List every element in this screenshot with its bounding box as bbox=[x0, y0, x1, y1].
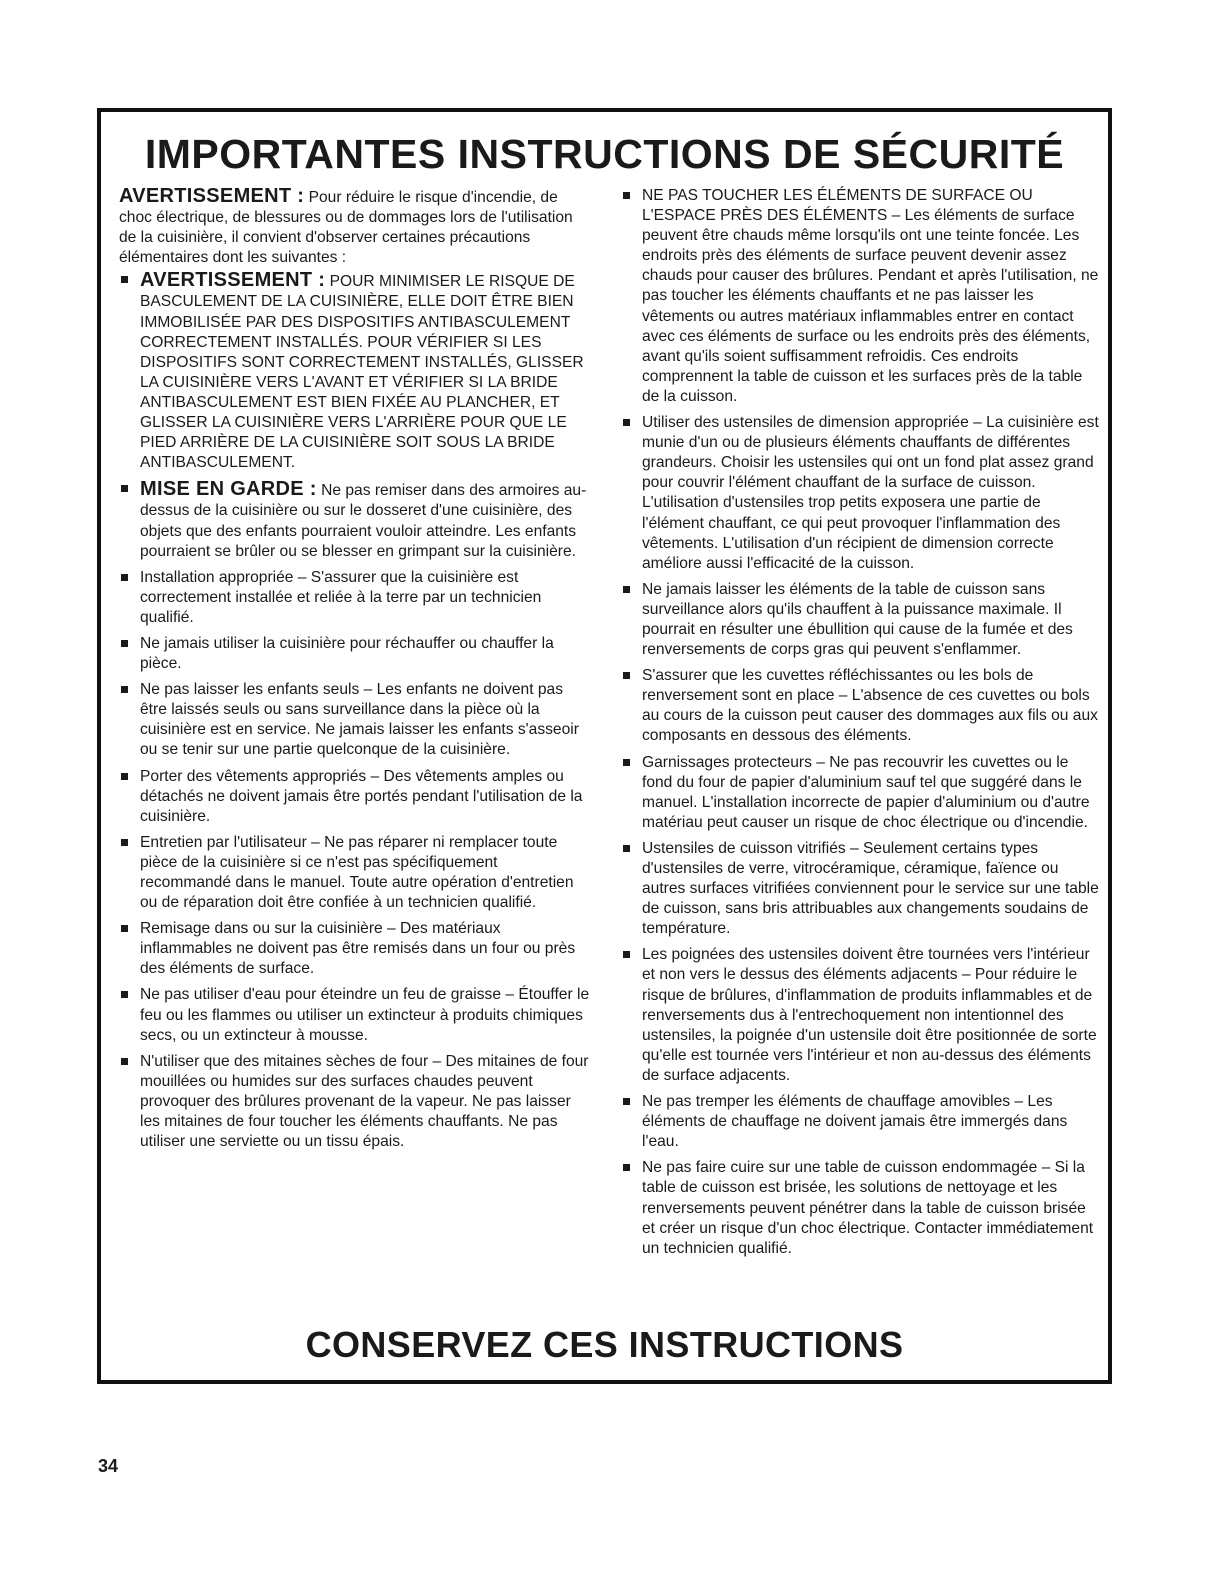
item-text: Utiliser des ustensiles de dimension appropriée – La cuisinière est munie d'un ou de plusieurs éléments chauffants de différentes grandeurs. Choisir les ustensiles qui ont un fond plat assez grand pour couvrir l'élément chauffant de la surface de cuisson. L'utilisation d'ustensiles trop petits exposera une partie de l'élément chauffant, ce qui peut provoquer l'inflammation des vêtements. L'utilisation d'un récipient de dimension correcte améliore aussi l'efficacité de la cuisson. bbox=[642, 414, 1099, 572]
list-item bbox=[621, 413, 1101, 574]
bullet-icon bbox=[623, 672, 630, 679]
list-item bbox=[621, 839, 1101, 939]
footer-heading: CONSERVEZ CES INSTRUCTIONS bbox=[305, 1324, 904, 1365]
safety-instructions-box bbox=[97, 108, 1112, 1384]
bullet-icon bbox=[121, 925, 128, 932]
bullet-icon bbox=[623, 845, 630, 852]
item-text: Entretien par l'utilisateur – Ne pas réparer ni remplacer toute pièce de la cuisinière si ce n'est pas spécifiquement recommandé dans le manuel. Toute autre opération d'entretien ou de réparation doit être confiée à un technicien qualifié. bbox=[140, 833, 574, 912]
list-item bbox=[119, 767, 591, 827]
bullet-icon bbox=[121, 991, 128, 998]
list-item bbox=[621, 1158, 1101, 1258]
item-text: Garnissages protecteurs – Ne pas recouvrir les cuvettes ou le fond du four de papier d'aluminium sauf tel que suggéré dans le manuel. L'installation incorrecte de papier d'aluminium ou d'autre matériau peut causer un risque de choc électrique ou d'incendie. bbox=[642, 753, 1090, 831]
item-text: POUR MINIMISER LE RISQUE DE BASCULEMENT DE LA CUISINIÈRE, ELLE DOIT ÊTRE BIEN IMMOBILISÉE PAR DES DISPOSITIFS ANTIBASCULEMENT CORRECTEMENT INSTALLÉS. POUR VÉRIFIER SI LES DISPOSITIFS SONT CORRECTEMENT INSTALLÉS, GLISSER LA CUISINIÈRE VERS L'AVANT ET VÉRIFIER SI LA BRIDE ANTIBASCULEMENT EST BIEN FIXÉE AU PLANCHER, ET GLISSER LA CUISINIÈRE VERS L'ARRIÈRE POUR QUE LE PIED ARRIÈRE DE LA CUISINIÈRE SOIT SOUS LA BRIDE ANTIBASCULEMENT. bbox=[140, 273, 584, 472]
bullet-icon bbox=[121, 773, 128, 780]
item-text: Ne jamais laisser les éléments de la table de cuisson sans surveillance alors qu'ils chauffent à la puissance maximale. Il pourrait en résulter une ébullition qui cause de la fumée et des renversements de corps gras qui peuvent s'enflammer. bbox=[642, 580, 1073, 659]
bullet-icon bbox=[121, 640, 128, 647]
item-text: Ne pas faire cuire sur une table de cuisson endommagée – Si la table de cuisson est brisée, les solutions de nettoyage et les renversements peuvent pénétrer dans la table de cuisson brisée et créer un risque d'un choc électrique. Contacter immédiatement un technicien qualifié. bbox=[642, 1159, 1094, 1257]
bullet-icon bbox=[623, 586, 630, 593]
intro-text: Pour réduire le risque d'incendie, de choc électrique, de blessures ou de dommages lors de l'utilisation de la cuisinière, il convient d'observer certaines précautions élémentaires dont les suivantes : bbox=[119, 189, 573, 267]
intro-paragraph bbox=[119, 186, 591, 268]
list-item bbox=[119, 680, 591, 760]
item-lead: MISE EN GARDE : bbox=[140, 478, 317, 501]
bullet-icon bbox=[121, 1058, 128, 1065]
bullet-icon bbox=[121, 485, 128, 492]
right-column bbox=[621, 186, 1101, 1265]
item-text: Remisage dans ou sur la cuisinière – Des matériaux inflammables ne doivent pas être remisés dans un four ou près des éléments de surface. bbox=[140, 920, 576, 978]
bullet-icon bbox=[623, 192, 630, 199]
bullet-icon bbox=[121, 574, 128, 581]
list-item bbox=[119, 919, 591, 979]
page-number: 34 bbox=[98, 1456, 119, 1476]
item-text: Ne pas remiser dans des armoires au-dessus de la cuisinière ou sur le dosseret d'une cuisinière, des objets que des enfants pourraient vouloir atteindre. Les enfants pourraient se brûler ou se blesser en grimpant sur la cuisinière. bbox=[140, 482, 587, 560]
left-column bbox=[119, 186, 591, 1158]
item-text: Ne jamais utiliser la cuisinière pour réchauffer ou chauffer la pièce. bbox=[140, 634, 554, 673]
bullet-icon bbox=[623, 1098, 630, 1105]
item-text: Ne pas tremper les éléments de chauffage amovibles – Les éléments de chauffage ne doivent jamais être immergés dans l'eau. bbox=[642, 1093, 1068, 1151]
list-item bbox=[621, 945, 1101, 1086]
list-item bbox=[119, 270, 591, 473]
bullet-icon bbox=[121, 276, 128, 283]
page-title: IMPORTANTES INSTRUCTIONS DE SÉCURITÉ bbox=[144, 131, 1065, 177]
bullet-icon bbox=[623, 419, 630, 426]
item-text: S'assurer que les cuvettes réfléchissantes ou les bols de renversement sont en place – L'absence de ces cuvettes ou bols au cours de la cuisson peut causer des dommages aux fils ou aux composants en dessous des éléments. bbox=[642, 667, 1098, 745]
left-bullet-list bbox=[119, 270, 591, 1152]
list-item bbox=[621, 1092, 1101, 1152]
list-item bbox=[621, 753, 1101, 833]
item-text: Les poignées des ustensiles doivent être tournées vers l'intérieur et non vers le dessus des éléments adjacents – Pour réduire le risque de brûlures, d'inflammation de produits inflammables et de renversements dus à l'entrechoquement non intentionnel des ustensiles, la poignée d'un ustensile doit être positionnée de sorte qu'elle est tournée vers l'intérieur et non au-dessus des éléments de surface adjacents. bbox=[642, 946, 1097, 1084]
item-text: Ne pas laisser les enfants seuls – Les enfants ne doivent pas être laissés seuls ou sans surveillance dans la pièce où la cuisinière est en service. Ne jamais laisser les enfants s'asseoir ou se tenir sur une partie quelconque de la cuisinière. bbox=[140, 681, 579, 759]
intro-lead: AVERTISSEMENT : bbox=[119, 185, 305, 207]
item-lead: AVERTISSEMENT : bbox=[140, 269, 326, 292]
list-item bbox=[119, 568, 591, 628]
list-item bbox=[119, 1052, 591, 1152]
right-bullet-list bbox=[621, 186, 1101, 1259]
item-text: Porter des vêtements appropriés – Des vêtements amples ou détachés ne doivent jamais être portés pendant l'utilisation de la cuisinière. bbox=[140, 767, 583, 825]
bullet-icon bbox=[623, 759, 630, 766]
item-text: Ustensiles de cuisson vitrifiés – Seulement certains types d'ustensiles de verre, vitrocéramique, céramique, faïence ou autres surfaces vitrifiées conviennent pour le service sur une table de cuisson, sans bris attribuables aux changements soudains de température. bbox=[642, 839, 1099, 938]
bullet-icon bbox=[121, 839, 128, 846]
list-item bbox=[119, 634, 591, 674]
list-item bbox=[621, 580, 1101, 660]
list-item bbox=[119, 985, 591, 1045]
list-item bbox=[621, 186, 1101, 407]
item-text: N'utiliser que des mitaines sèches de four – Des mitaines de four mouillées ou humides sur des surfaces chaudes peuvent provoquer des brûlures provenant de la vapeur. Ne pas laisser les mitaines de four toucher les éléments chauffants. Ne pas utiliser une serviette ou un tissu épais. bbox=[140, 1052, 589, 1151]
bullet-icon bbox=[623, 951, 630, 958]
item-text: Ne pas utiliser d'eau pour éteindre un feu de graisse – Étouffer le feu ou les flammes ou utiliser un extincteur à produits chimiques secs, ou un extincteur à mousse. bbox=[140, 986, 590, 1044]
item-text: NE PAS TOUCHER LES ÉLÉMENTS DE SURFACE OU L'ESPACE PRÈS DES ÉLÉMENTS – Les éléments de surface peuvent être chauds même lorsqu'ils ont une teinte foncée. Les endroits près des éléments de surface peuvent devenir assez chauds pour causer des brûlures. Pendant et après l'utilisation, ne pas toucher les éléments chauffants et ne pas laisser les vêtements ou autres matériaux inflammables entrer en contact avec ces éléments de surface ou les endroits près des éléments, avant qu'ils soient suffisamment refroidis. Ces endroits comprennent la table de cuisson et les surfaces près de la table de la cuisson. bbox=[642, 187, 1099, 405]
bullet-icon bbox=[121, 686, 128, 693]
list-item bbox=[119, 479, 591, 561]
item-text: Installation appropriée – S'assurer que la cuisinière est correctement installée et reliée à la terre par un technicien qualifié. bbox=[140, 568, 542, 626]
bullet-icon bbox=[623, 1164, 630, 1171]
list-item bbox=[621, 666, 1101, 746]
list-item bbox=[119, 833, 591, 913]
